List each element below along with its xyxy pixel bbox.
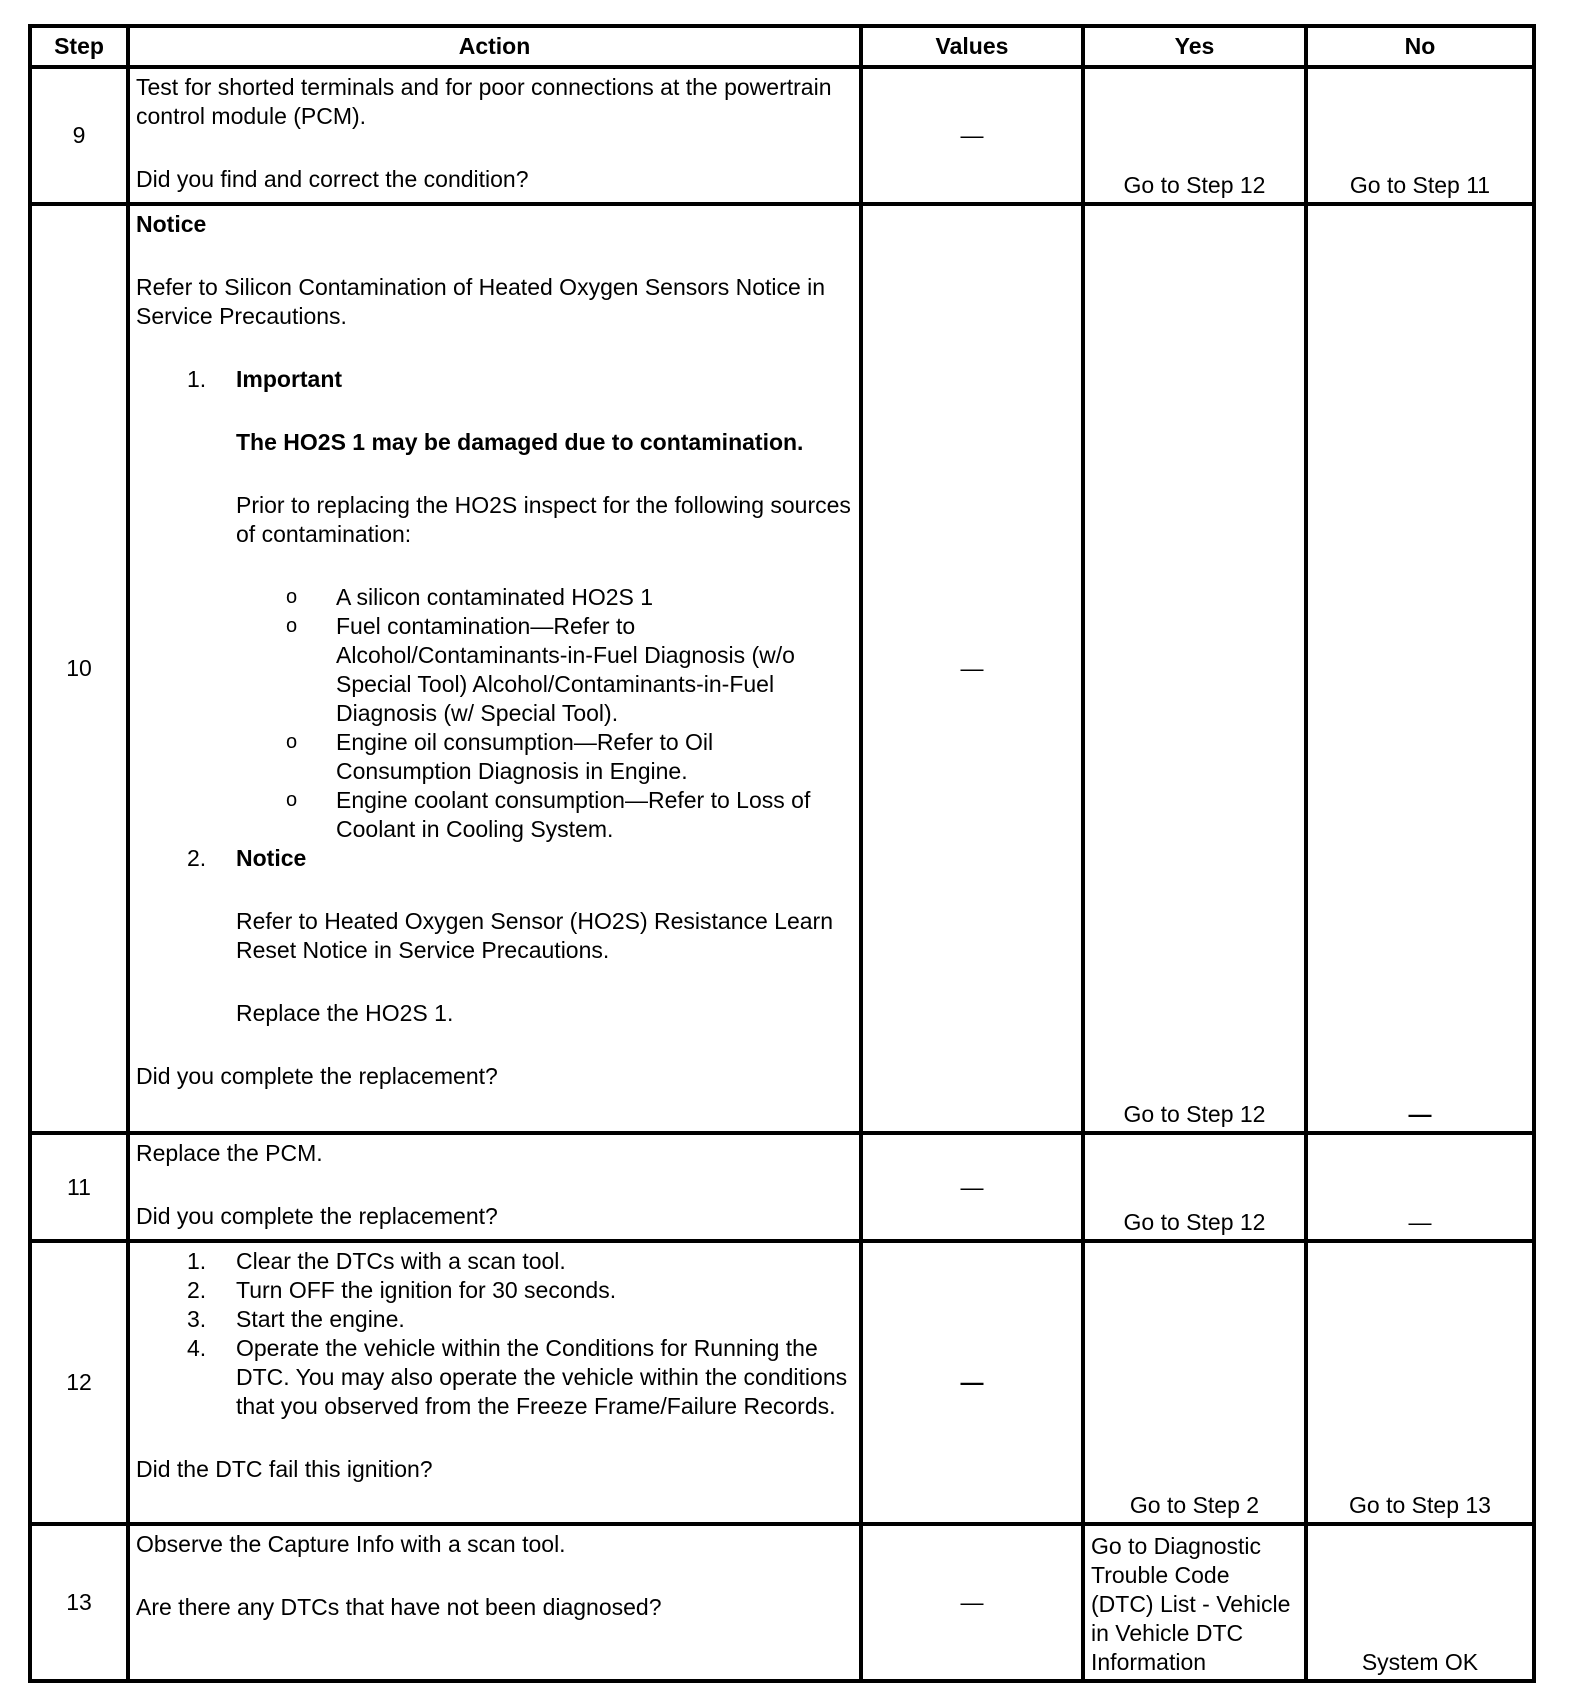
item-text: Operate the vehicle within the Conditions for Running the DTC. You may also operate the vehicle within the conditions that you observed from the Freeze Frame/Failure Records. xyxy=(236,1335,848,1419)
item-text: Replace the HO2S 1. xyxy=(236,1000,454,1026)
item-text: Prior to replacing the HO2S inspect for the following sources of contamination: xyxy=(236,492,851,547)
yes-link[interactable]: Go to Step 12 xyxy=(1123,1101,1266,1127)
bullet-icon: o xyxy=(286,789,298,811)
notice-title: Notice xyxy=(136,211,207,237)
values-cell: — xyxy=(861,67,1083,204)
action-question: Are there any DTCs that have not been diagnosed? xyxy=(136,1594,662,1620)
header-values: Values xyxy=(861,26,1083,67)
action-question: Did the DTC fail this ignition? xyxy=(136,1456,433,1482)
table-row-step-9 xyxy=(30,67,1534,204)
procedure-item xyxy=(136,1305,853,1334)
table-row-step-12 xyxy=(30,1241,1534,1524)
no-value: — xyxy=(1408,1209,1432,1235)
important-title: Important xyxy=(236,366,343,392)
no-cell xyxy=(1306,204,1534,1133)
diagnostic-table xyxy=(28,24,1536,1683)
important-text: The HO2S 1 may be damaged due to contamination. xyxy=(236,429,804,455)
header-yes: Yes xyxy=(1083,26,1306,67)
list-item xyxy=(236,612,853,728)
contamination-list xyxy=(236,583,853,844)
values-cell: — xyxy=(861,1524,1083,1681)
step-number: 12 xyxy=(30,1241,128,1524)
procedure-list xyxy=(136,365,853,1028)
item-number: 1. xyxy=(187,1248,207,1274)
procedure-item-2 xyxy=(136,844,853,1028)
no-link[interactable]: Go to Step 11 xyxy=(1349,172,1491,198)
action-question: Did you complete the replacement? xyxy=(136,1203,498,1229)
action-text: Replace the PCM. xyxy=(136,1140,323,1166)
yes-link[interactable]: Go to Step 12 xyxy=(1123,1209,1266,1235)
header-step: Step xyxy=(30,26,128,67)
step-number: 11 xyxy=(30,1133,128,1241)
item-text: Start the engine. xyxy=(236,1306,405,1332)
no-cell xyxy=(1306,1524,1534,1681)
action-cell xyxy=(128,1241,861,1524)
item-text: Clear the DTCs with a scan tool. xyxy=(236,1248,566,1274)
list-item xyxy=(236,786,853,844)
no-cell xyxy=(1306,1133,1534,1241)
step-number: 9 xyxy=(30,67,128,204)
yes-link[interactable]: Go to Step 2 xyxy=(1129,1492,1260,1518)
yes-link[interactable]: Go to Step 12 xyxy=(1123,172,1266,198)
yes-link[interactable]: Go to Diagnostic Trouble Code (DTC) List - Vehicle in Vehicle DTC Information xyxy=(1091,1533,1291,1675)
values-cell: — xyxy=(861,1133,1083,1241)
action-cell xyxy=(128,67,861,204)
header-no: No xyxy=(1306,26,1534,67)
bullet-text: Fuel contamination—Refer to Alcohol/Contaminants-in-Fuel Diagnosis (w/o Special Tool) Alcohol/Contaminants-in-Fuel Diagnosis (w/ Special Tool). xyxy=(336,613,795,726)
bullet-icon: o xyxy=(286,586,298,608)
step-number: 13 xyxy=(30,1524,128,1681)
no-cell[interactable] xyxy=(1306,1241,1534,1524)
procedure-item xyxy=(136,1247,853,1276)
item-number: 3. xyxy=(187,1306,207,1332)
action-question: Did you find and correct the condition? xyxy=(136,166,529,192)
list-item xyxy=(236,583,853,612)
yes-cell[interactable] xyxy=(1083,204,1306,1133)
step-number: 10 xyxy=(30,204,128,1133)
action-cell xyxy=(128,1524,861,1681)
no-value: — xyxy=(1408,1101,1432,1127)
yes-cell[interactable] xyxy=(1083,1524,1306,1681)
bullet-text: Engine oil consumption—Refer to Oil Consumption Diagnosis in Engine. xyxy=(336,729,714,784)
bullet-text: A silicon contaminated HO2S 1 xyxy=(336,584,654,610)
bullet-text: Engine coolant consumption—Refer to Loss of Coolant in Cooling System. xyxy=(336,787,811,842)
values-cell: — xyxy=(861,1241,1083,1524)
action-cell xyxy=(128,1133,861,1241)
item-number: 4. xyxy=(187,1335,207,1361)
item-number: 2. xyxy=(187,1277,207,1303)
yes-cell[interactable] xyxy=(1083,67,1306,204)
notice-text: Refer to Heated Oxygen Sensor (HO2S) Resistance Learn Reset Notice in Service Precautions. xyxy=(236,908,834,963)
procedure-item xyxy=(136,1276,853,1305)
procedure-list xyxy=(136,1247,853,1421)
procedure-item xyxy=(136,1334,853,1421)
item-number: 1. xyxy=(187,366,207,392)
bullet-icon: o xyxy=(286,615,298,637)
action-text: Observe the Capture Info with a scan tool. xyxy=(136,1531,566,1557)
values-cell: — xyxy=(861,204,1083,1133)
table-row-step-13 xyxy=(30,1524,1534,1681)
list-item xyxy=(236,728,853,786)
action-cell xyxy=(128,204,861,1133)
no-link[interactable]: Go to Step 13 xyxy=(1349,1492,1491,1518)
item-text: Turn OFF the ignition for 30 seconds. xyxy=(236,1277,617,1303)
notice-text: Refer to Silicon Contamination of Heated Oxygen Sensors Notice in Service Precautions. xyxy=(136,274,826,329)
table-row-step-10 xyxy=(30,204,1534,1133)
table-row-step-11 xyxy=(30,1133,1534,1241)
header-action: Action xyxy=(128,26,861,67)
yes-cell[interactable] xyxy=(1083,1133,1306,1241)
no-cell[interactable] xyxy=(1306,67,1534,204)
header-row xyxy=(30,26,1534,67)
bullet-icon: o xyxy=(286,731,298,753)
yes-cell[interactable] xyxy=(1083,1241,1306,1524)
procedure-item-1 xyxy=(136,365,853,844)
no-value: System OK xyxy=(1361,1649,1479,1675)
notice-title: Notice xyxy=(236,845,307,871)
action-question: Did you complete the replacement? xyxy=(136,1063,498,1089)
item-number: 2. xyxy=(187,845,207,871)
action-text: Test for shorted terminals and for poor connections at the powertrain control module (PCM). xyxy=(136,74,832,129)
